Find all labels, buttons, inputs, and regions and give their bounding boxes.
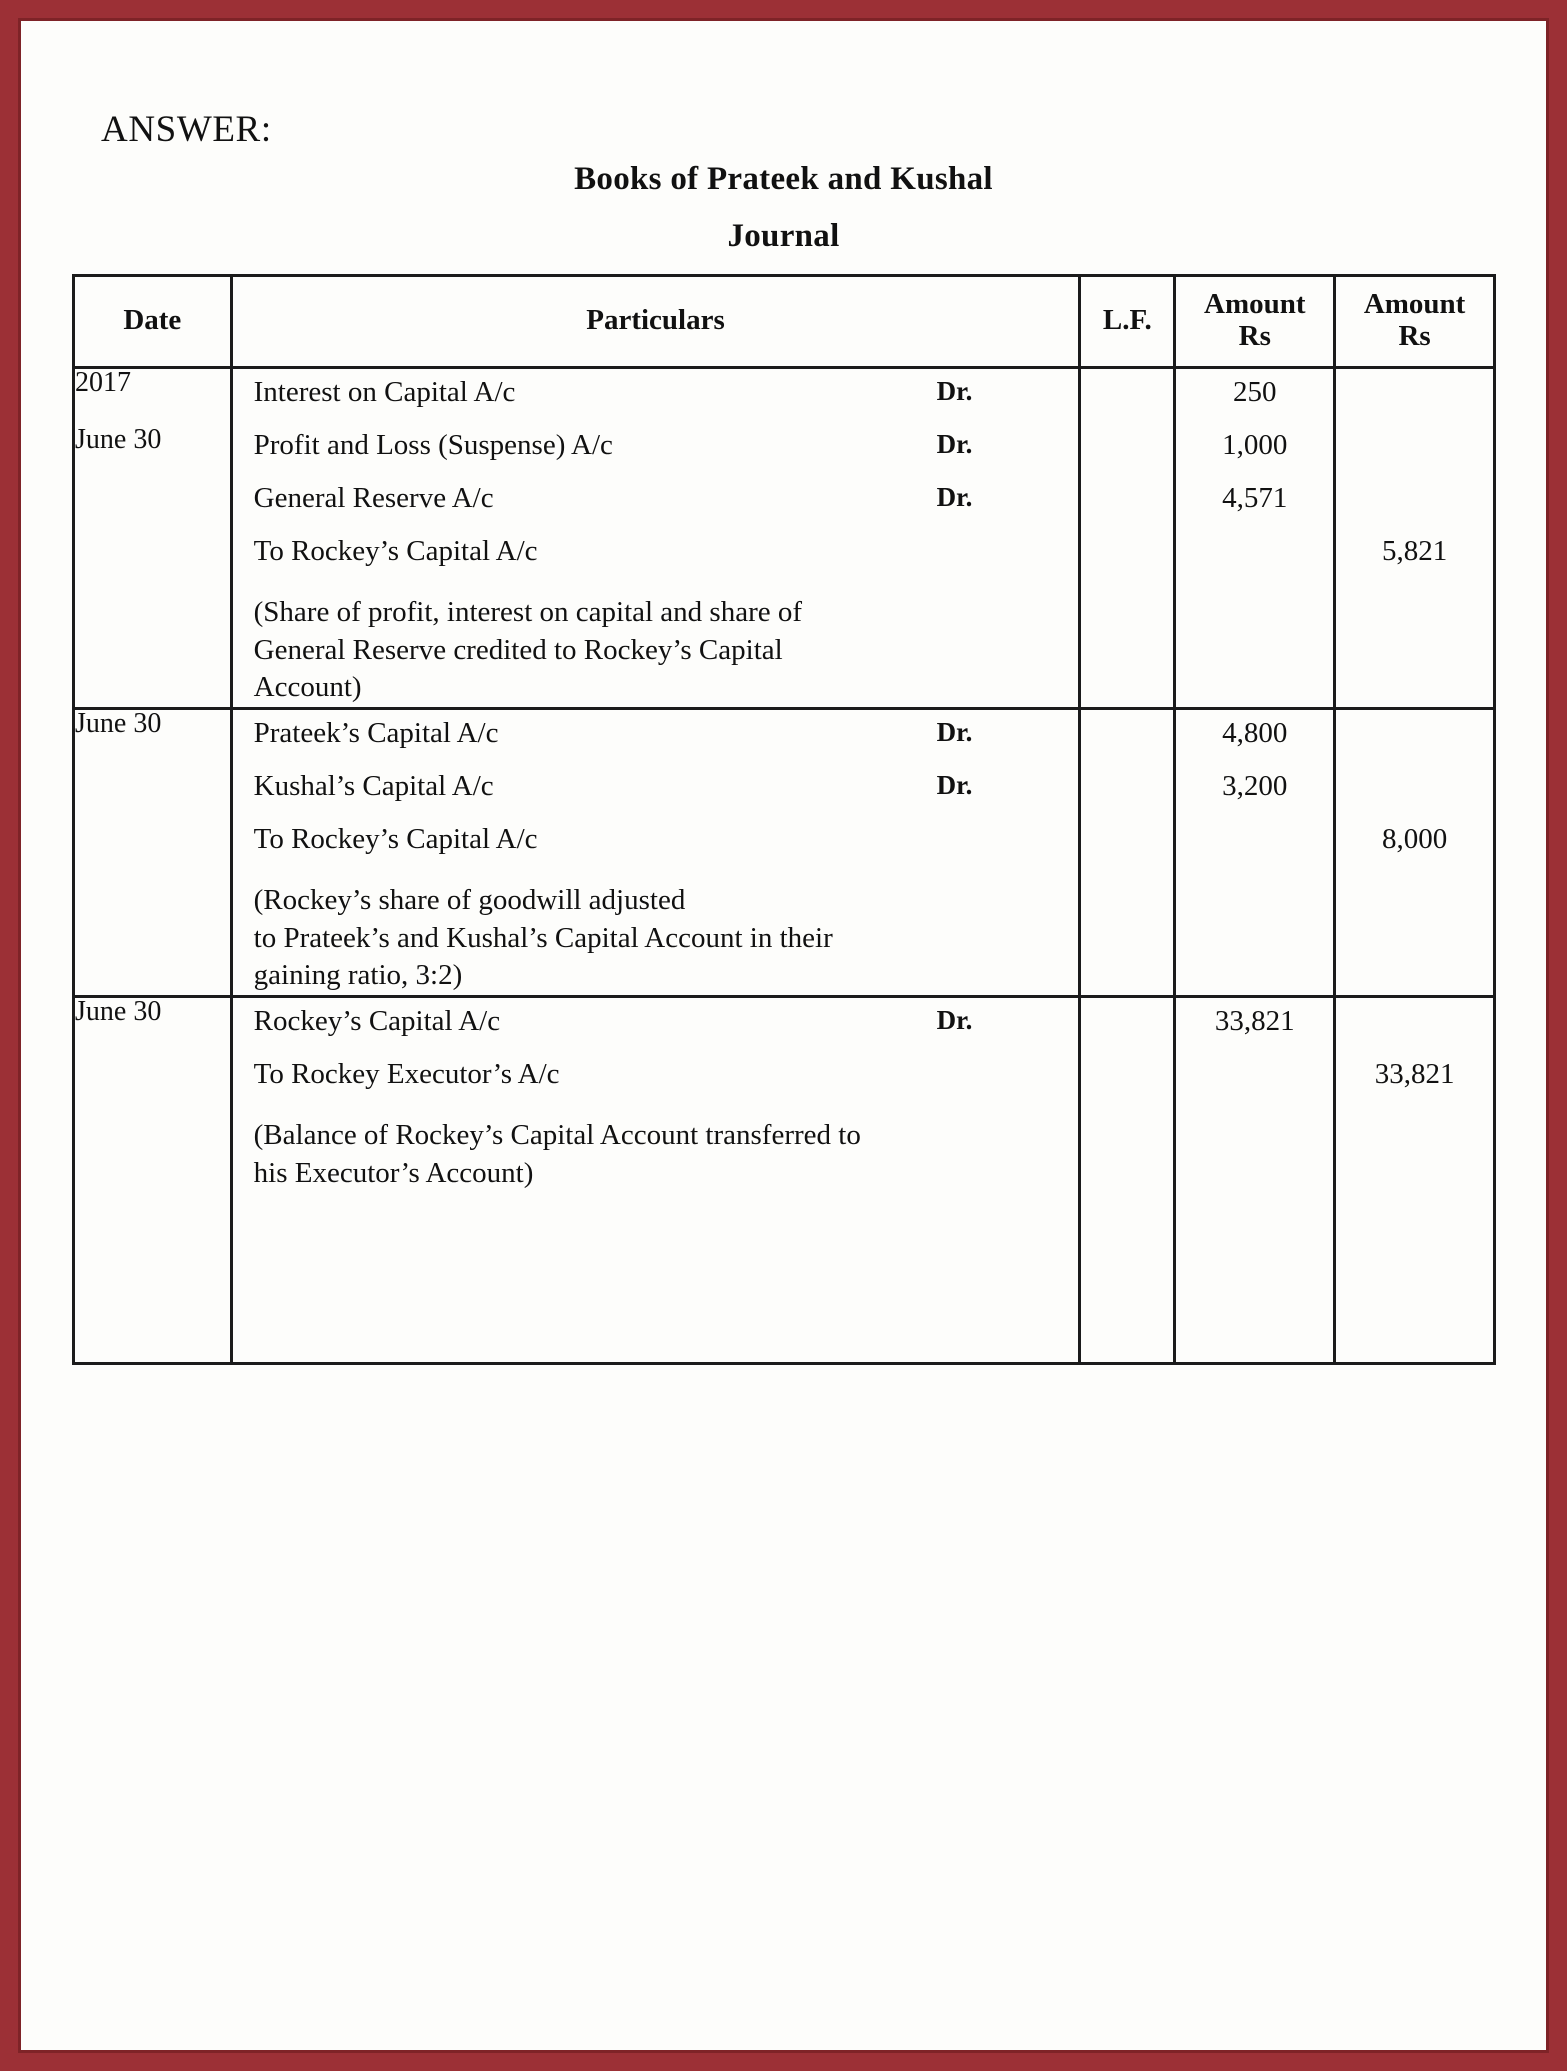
journal-table bbox=[72, 274, 1496, 1365]
account-name: Rockey’s Capital A/c bbox=[253, 1005, 501, 1038]
journal-line bbox=[233, 1007, 1079, 1060]
narration-line: General Reserve credited to Rockey’s Capital bbox=[253, 633, 783, 666]
narration-line: (Rockey’s share of goodwill adjusted bbox=[253, 884, 686, 916]
table-row bbox=[74, 997, 1495, 1364]
amount-value: 8,000 bbox=[1381, 823, 1448, 855]
lf-cell bbox=[1080, 367, 1175, 708]
particulars-cell bbox=[231, 709, 1080, 997]
amount-value: 4,571 bbox=[1222, 481, 1288, 514]
account-name: To Rockey’s Capital A/c bbox=[253, 534, 538, 567]
amount-credit-cell bbox=[1335, 997, 1495, 1364]
amount-value bbox=[1336, 484, 1493, 537]
particulars-cell bbox=[231, 367, 1080, 708]
particulars-lines bbox=[233, 710, 1079, 995]
dr-marker: Dr. bbox=[936, 770, 973, 800]
account-name: Kushal’s Capital A/c bbox=[253, 770, 494, 802]
amount-value: 33,821 bbox=[1214, 1005, 1295, 1038]
column-header-amount-credit bbox=[1335, 276, 1495, 368]
journal-line bbox=[233, 772, 1079, 825]
account-name: General Reserve A/c bbox=[253, 481, 494, 514]
date-cell bbox=[74, 709, 232, 997]
lf-cell bbox=[1080, 709, 1175, 997]
dr-marker: Dr. bbox=[936, 717, 973, 747]
account-name: Profit and Loss (Suspense) A/c bbox=[253, 428, 613, 461]
narration-line: Account) bbox=[253, 671, 362, 704]
amount-value bbox=[1176, 1060, 1333, 1113]
narration bbox=[233, 590, 1079, 707]
amount-value bbox=[1336, 1007, 1493, 1060]
answer-label: ANSWER: bbox=[101, 109, 272, 150]
credit-amount-lines bbox=[1336, 369, 1493, 590]
narration-line: (Balance of Rockey’s Capital Account transferred to bbox=[253, 1119, 861, 1152]
table-header-row bbox=[74, 276, 1495, 368]
dr-marker: Dr. bbox=[936, 428, 973, 459]
account-name: To Rockey’s Capital A/c bbox=[253, 823, 538, 855]
journal-line bbox=[233, 825, 1079, 878]
entry-date: June 30 bbox=[75, 996, 162, 1028]
dr-marker: Dr. bbox=[936, 1005, 973, 1036]
credit-amount-lines bbox=[1336, 710, 1493, 878]
column-header-date: Date bbox=[74, 276, 232, 368]
page-subtitle: Journal bbox=[727, 218, 840, 254]
amount-debit-currency: Rs bbox=[1238, 320, 1271, 353]
table-row bbox=[74, 709, 1495, 997]
entry-date: June 30 bbox=[75, 708, 162, 739]
amount-value: 33,821 bbox=[1374, 1058, 1455, 1091]
narration bbox=[233, 878, 1079, 995]
journal-line bbox=[233, 719, 1079, 772]
amount-credit-label: Amount bbox=[1363, 288, 1466, 320]
amount-value bbox=[1336, 772, 1493, 825]
date-cell bbox=[74, 367, 232, 708]
column-header-amount-debit bbox=[1175, 276, 1335, 368]
dr-marker: Dr. bbox=[936, 481, 973, 512]
amount-value: 250 bbox=[1233, 375, 1277, 408]
journal-body bbox=[74, 367, 1495, 1364]
table-row bbox=[74, 367, 1495, 708]
journal-line bbox=[233, 375, 1079, 431]
column-header-particulars: Particulars bbox=[231, 276, 1080, 368]
entry-year: 2017 bbox=[75, 366, 131, 398]
amount-debit-label: Amount bbox=[1204, 288, 1306, 320]
page-title: Books of Prateek and Kushal bbox=[574, 161, 993, 197]
account-name: Prateek’s Capital A/c bbox=[253, 717, 499, 749]
narration-line: his Executor’s Account) bbox=[253, 1156, 534, 1189]
amount-value: 5,821 bbox=[1381, 534, 1448, 567]
credit-amount-lines bbox=[1336, 998, 1493, 1113]
narration-line: (Share of profit, interest on capital and share of bbox=[253, 595, 803, 628]
amount-credit-cell bbox=[1335, 709, 1495, 997]
amount-credit-cell bbox=[1335, 367, 1495, 708]
amount-value bbox=[1336, 431, 1493, 484]
amount-value bbox=[1176, 825, 1333, 878]
column-header-lf: L.F. bbox=[1080, 276, 1175, 368]
document-sheet bbox=[26, 26, 1541, 2045]
amount-value bbox=[1336, 719, 1493, 772]
account-name: To Rockey Executor’s A/c bbox=[253, 1058, 560, 1091]
debit-amount-lines bbox=[1176, 369, 1333, 590]
amount-debit-cell bbox=[1175, 709, 1335, 997]
journal-line bbox=[233, 428, 1079, 484]
journal-line bbox=[233, 534, 1079, 590]
debit-amount-lines bbox=[1176, 710, 1333, 878]
amount-credit-currency: Rs bbox=[1398, 320, 1431, 353]
date-cell bbox=[74, 997, 232, 1364]
amount-debit-cell bbox=[1175, 997, 1335, 1364]
particulars-lines bbox=[233, 998, 1079, 1362]
journal-line bbox=[233, 1060, 1079, 1113]
journal-line bbox=[233, 481, 1079, 537]
account-name: Interest on Capital A/c bbox=[253, 375, 516, 408]
amount-value: 4,800 bbox=[1222, 717, 1288, 749]
dr-marker: Dr. bbox=[936, 375, 973, 406]
debit-amount-lines bbox=[1176, 998, 1333, 1113]
amount-value bbox=[1336, 378, 1493, 431]
entry-date: June 30 bbox=[75, 423, 162, 455]
particulars-cell bbox=[231, 997, 1080, 1364]
narration-line: to Prateek’s and Kushal’s Capital Account in their bbox=[253, 921, 833, 954]
amount-value: 1,000 bbox=[1222, 428, 1288, 461]
particulars-lines bbox=[233, 369, 1079, 707]
narration-line: gaining ratio, 3:2) bbox=[253, 959, 463, 992]
lf-cell bbox=[1080, 997, 1175, 1364]
amount-value: 3,200 bbox=[1222, 770, 1288, 802]
amount-value bbox=[1176, 537, 1333, 590]
amount-debit-cell bbox=[1175, 367, 1335, 708]
narration bbox=[233, 1113, 1079, 1362]
